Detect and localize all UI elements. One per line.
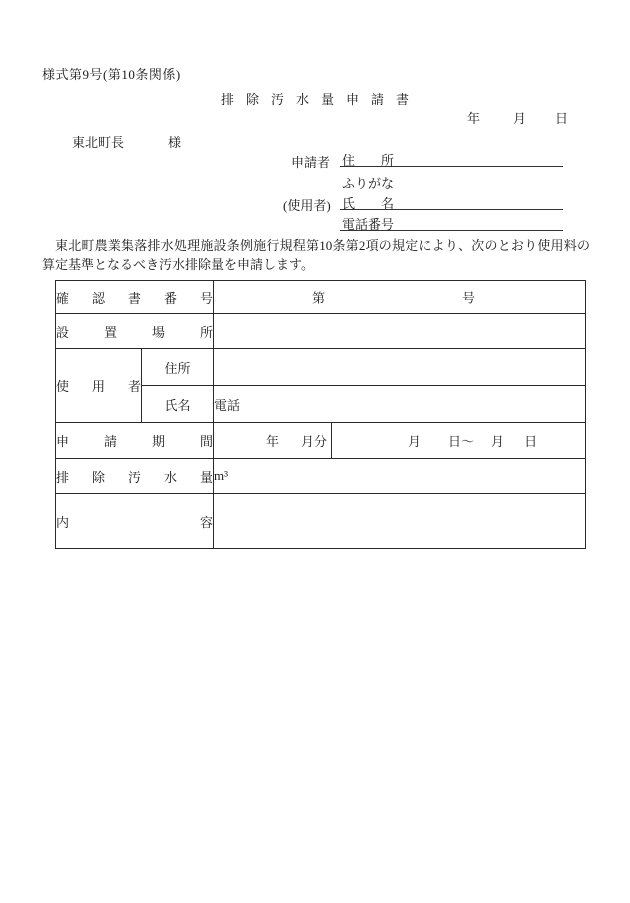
wastewater-volume-cell (214, 459, 586, 494)
period-to-day: 日 (524, 434, 538, 449)
date-line (467, 108, 568, 127)
user-label: 使 用 者 (56, 379, 141, 394)
furigana-label: ふりがな (342, 176, 395, 191)
date-year-label: 年 (467, 111, 481, 126)
applicant-address-field (340, 150, 563, 167)
phone-label: 電話番号 (342, 217, 395, 232)
user-name-cell (214, 386, 586, 423)
row-wastewater-volume (56, 459, 586, 494)
period-range-cell (332, 423, 586, 459)
user-address-cell (214, 349, 586, 386)
content-cell (214, 494, 586, 549)
applicant-label: 申請者 (291, 155, 331, 170)
applicant-phone-field (340, 214, 563, 231)
applicant-name-field (340, 193, 563, 210)
addressee (72, 132, 181, 151)
period-to-month: 月 (491, 434, 505, 449)
installation-location-label: 設 置 場 所 (56, 324, 214, 340)
row-installation-location (56, 314, 586, 349)
form-number: 様式第9号(第10条関係) (42, 67, 181, 82)
name-label: 氏 名 (342, 196, 394, 211)
number-prefix: 第 (312, 290, 326, 306)
cubic-meter-unit: m³ (214, 468, 229, 483)
row-application-period (56, 423, 586, 459)
page-title: 排除汚水量申請書 (220, 92, 421, 107)
user-paren-label: (使用者) (283, 198, 331, 213)
wastewater-volume-label: 排 除 汚 水 量 (56, 469, 214, 485)
date-day-label: 日 (555, 111, 569, 126)
period-month-label: 月分 (301, 434, 328, 449)
row-user-address (56, 349, 586, 386)
application-period-label: 申 請 期 間 (56, 434, 214, 449)
period-from-day: 日～ (448, 434, 475, 449)
application-table (55, 280, 586, 549)
period-year-month-cell (214, 423, 332, 459)
content-label: 内 容 (56, 514, 214, 530)
addressee-name: 東北町長 (72, 135, 125, 150)
period-from-month: 月 (408, 434, 422, 449)
period-year-label: 年 (265, 434, 279, 449)
confirmation-number-label: 確 認 書 番 号 (56, 290, 214, 306)
row-content (56, 494, 586, 549)
body-paragraph: 東北町農業集落排水処理施設条例施行規程第10条第2項の規定により、次のとおり使用料の算定基準となるべき汚水排除量を申請します。 (42, 238, 590, 272)
user-address-label: 住所 (164, 360, 191, 376)
phone-inline-label: 電話 (214, 397, 241, 413)
address-label: 住 所 (342, 153, 394, 168)
user-name-label: 氏名 (164, 397, 191, 413)
row-confirmation-number (56, 281, 586, 314)
addressee-honorific: 様 (168, 135, 182, 150)
number-suffix: 号 (462, 290, 476, 306)
installation-location-cell (214, 314, 586, 349)
confirmation-number-cell (214, 281, 586, 314)
date-month-label: 月 (513, 111, 527, 126)
